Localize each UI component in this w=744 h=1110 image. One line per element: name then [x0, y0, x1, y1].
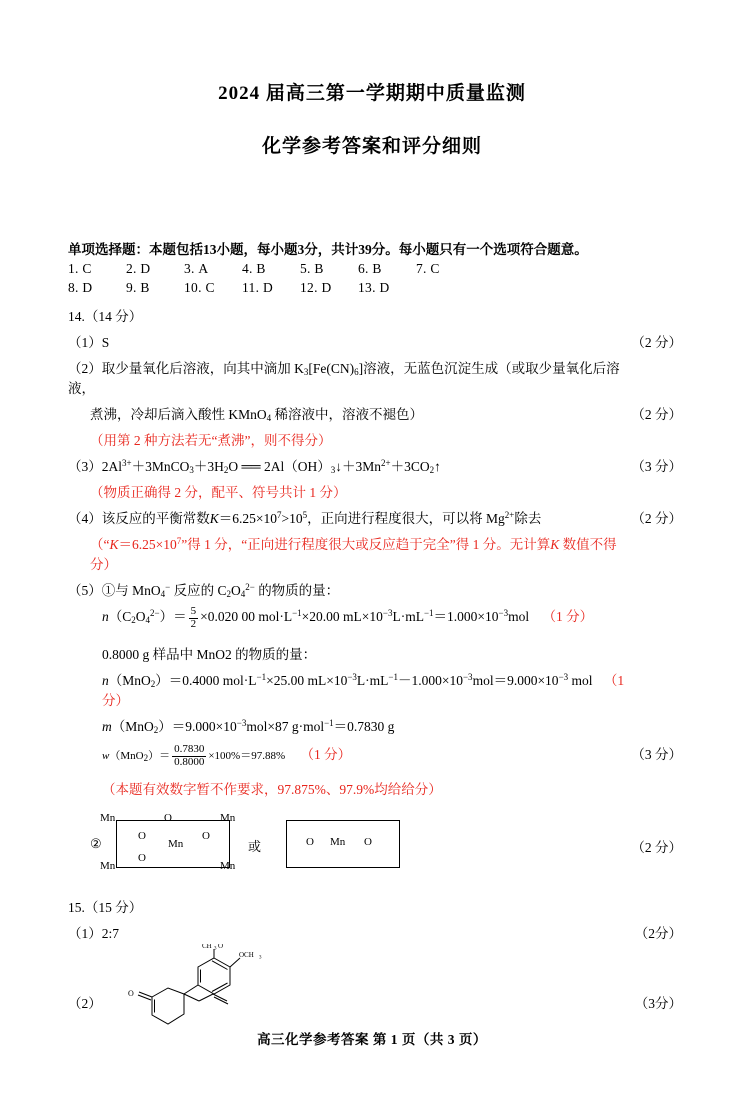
calc3-text: $m(MnO_2)=9.000\times 10^{-3}mol\times 87$ g·mol$^{-1}$＝0.7830 g — [102, 717, 395, 735]
mc-answer: B — [256, 261, 266, 276]
multiple-choice-row-2 — [68, 280, 682, 296]
mn-atom: Mn — [168, 838, 184, 851]
q14-part5-calc1 — [68, 605, 682, 631]
calc1-numerator: 5 — [190, 605, 197, 618]
mc-answer: D — [321, 280, 332, 295]
calc1-text: $n(C_2O_4^{2-})=$ $\frac{5}{2}$ ×0.020 00 $mol\cdot L^{-1}\times 20.00$ $mL\times 10^{-3}L\cdot mL^{-1}=1.000\times 10^{-3}mol$ — [102, 605, 530, 630]
mc-answer: C — [205, 280, 215, 295]
mc-answer: B — [140, 280, 150, 295]
q14-part2-note: （用第 2 种方法若无“煮沸”，则不得分） — [90, 433, 332, 448]
answer-sheet-page — [0, 78, 744, 1110]
q15-part1 — [68, 922, 682, 942]
q14-part5-line2: 0.8000 g 样品中 MnO2 的物质的量： — [102, 646, 317, 662]
page-footer: 高三化学参考答案 第 1 页（共 3 页） — [257, 1032, 487, 1047]
q14-part2-score: （2 分） — [631, 407, 682, 422]
mc-number: 6. — [358, 261, 369, 276]
mn-atom: O — [202, 830, 210, 843]
multiple-choice-row-1 — [68, 261, 682, 277]
mc-answer: B — [314, 261, 324, 276]
q14-part5-item2-score: （2 分） — [631, 840, 682, 856]
calc4-text: w（MnO$_2$）＝ $\frac{0.7830}{0.8000}$ ×100%＝97.88% — [102, 743, 286, 768]
calc4-denominator: 0.8000 — [174, 755, 205, 768]
calc4-score: （1 分） — [300, 746, 352, 762]
q14-part3 — [68, 455, 682, 475]
answer-content — [68, 238, 682, 1032]
q15-part2-label: （2） — [68, 996, 102, 1012]
q14-part1-score: （2 分） — [631, 335, 682, 350]
svg-text:O: O — [218, 944, 224, 951]
mc-number: 2. — [126, 261, 137, 276]
mn-atom: Mn — [220, 812, 236, 825]
q15-part2-score: （3分） — [634, 996, 682, 1012]
mc-answer: C — [82, 261, 92, 276]
mc-number: 1. — [68, 261, 79, 276]
q14-part2 — [68, 357, 682, 397]
multiple-choice-heading: 单项选择题：本题包括13小题，每小题3分，共计39分。每小题只有一个选项符合题意。 — [68, 242, 588, 257]
svg-text:3: 3 — [259, 955, 262, 961]
calc2-text: n（MnO$_2$）＝0.4000 $mol\cdot L^{-1}\times 25.00$ $mL\times 10^{-3}L\cdot mL^{-1}-1.000\times 10^{-3}mol=9.000\times 10^{-3}$ mol — [102, 671, 593, 689]
q14-part2-line2: 煮沸，冷却后滴入酸性 KMnO$_4$ 稀溶液中，溶液不褪色） — [90, 407, 424, 423]
svg-text:O: O — [128, 989, 134, 999]
q14-part1-text: （1）S — [68, 335, 110, 350]
svg-text:OCH: OCH — [239, 951, 254, 960]
page-title-line2: 化学参考答案和评分细则 — [261, 136, 482, 157]
q15-part2-structure — [68, 944, 682, 1032]
q15-part1-score: （2分） — [634, 926, 682, 942]
mc-number: 8. — [68, 280, 79, 295]
q14-part2-line2-row — [68, 403, 682, 423]
mn-cluster-diagram — [68, 804, 682, 882]
mn-atom: Mn — [100, 812, 116, 825]
calc4-numerator: 0.7830 — [174, 743, 205, 755]
mc-number: 7. — [416, 261, 427, 276]
q14-part5-line1 — [68, 579, 682, 599]
q14-part4-text: （4）该反应的平衡常数$K=6.25\times 10^7>10^5$，正向进行程度很大，可以将 $Mg^{2+}$除去 — [68, 510, 542, 526]
mc-answer: B — [372, 261, 382, 276]
q15-part1-text: （1）2:7 — [68, 926, 120, 942]
q14-part5-item2-label: ② — [90, 836, 102, 852]
mc-number: 9. — [126, 280, 137, 295]
question-15-heading: 15.（15 分） — [68, 900, 143, 916]
q14-part2-line1: （2）取少量氧化后溶液，向其中滴加 $K_3[Fe(CN)_6]$溶液，无蓝色沉淀生成（或取少量氧化后溶液， — [68, 361, 620, 396]
q14-part5-score: （3 分） — [631, 746, 682, 762]
q14-part4-score: （2 分） — [631, 511, 682, 526]
calc1-denominator: 2 — [190, 618, 197, 630]
mc-answer: D — [262, 280, 274, 295]
q14-part5-calc4 — [68, 743, 682, 769]
mc-number: 5. — [300, 261, 311, 276]
mc-number: 12. — [300, 280, 318, 295]
mn-atom: O — [138, 852, 146, 865]
svg-text:CH: CH — [202, 944, 212, 951]
q14-part5-note: （本题有效数字暂不作要求，97.875%、97.9%均给给分） — [102, 782, 442, 798]
mc-answer: A — [198, 261, 209, 276]
q14-part1 — [68, 331, 682, 351]
q14-part3-equation: $(3)2Al^{3+}+3MnCO_3+3H_2O$ ══ $2Al(OH)_3↓+3Mn^{2+}+3CO_2↑$ — [68, 458, 441, 475]
organic-structure-svg — [106, 944, 366, 1032]
calc1-score: （1 分） — [542, 609, 594, 624]
mn-atom: Mn — [330, 836, 346, 849]
q14-part4 — [68, 507, 682, 527]
mc-answer: D — [379, 280, 390, 295]
mc-answer: C — [430, 261, 440, 276]
q14-part5-line1-text: （5）①与 MnO$_4$− 反应的 $C_2O_4^{2-}$ 的物质的量： — [68, 582, 340, 599]
calc2-score: （1 分） — [102, 672, 625, 708]
question-14-heading: 14.（14 分） — [68, 309, 143, 324]
mc-number: 11. — [242, 280, 260, 295]
q14-part4-note: （“$K=6.25\times 10^7$”得 1 分，“正向进行程度很大或反应趋于完全”得 1 分。无计算K 数值不得分） — [90, 536, 617, 572]
mc-number: 13. — [358, 280, 376, 295]
mc-number: 4. — [242, 261, 253, 276]
q14-part3-score: （3 分） — [631, 459, 682, 474]
q14-part5-calc3 — [68, 715, 682, 735]
mn-atom: O — [364, 836, 372, 849]
q14-part5-calc2 — [68, 669, 682, 709]
mn-atom: Mn — [220, 860, 236, 873]
page-title-line1: 2024 届高三第一学期期中质量监测 — [218, 83, 526, 104]
mn-atom: Mn — [100, 860, 116, 873]
mc-number: 3. — [184, 261, 195, 276]
mn-atom: O — [164, 812, 172, 825]
svg-text:3: 3 — [214, 946, 217, 952]
mn-atom: O — [138, 830, 146, 843]
mc-answer: D — [82, 280, 93, 295]
mc-number: 10. — [184, 280, 202, 295]
q14-part3-note: （物质正确得 2 分，配平、符号共计 1 分） — [90, 485, 347, 500]
mn-diagram-or-label: 或 — [248, 839, 262, 855]
mn-atom: O — [306, 836, 314, 849]
mc-answer: D — [140, 261, 151, 276]
